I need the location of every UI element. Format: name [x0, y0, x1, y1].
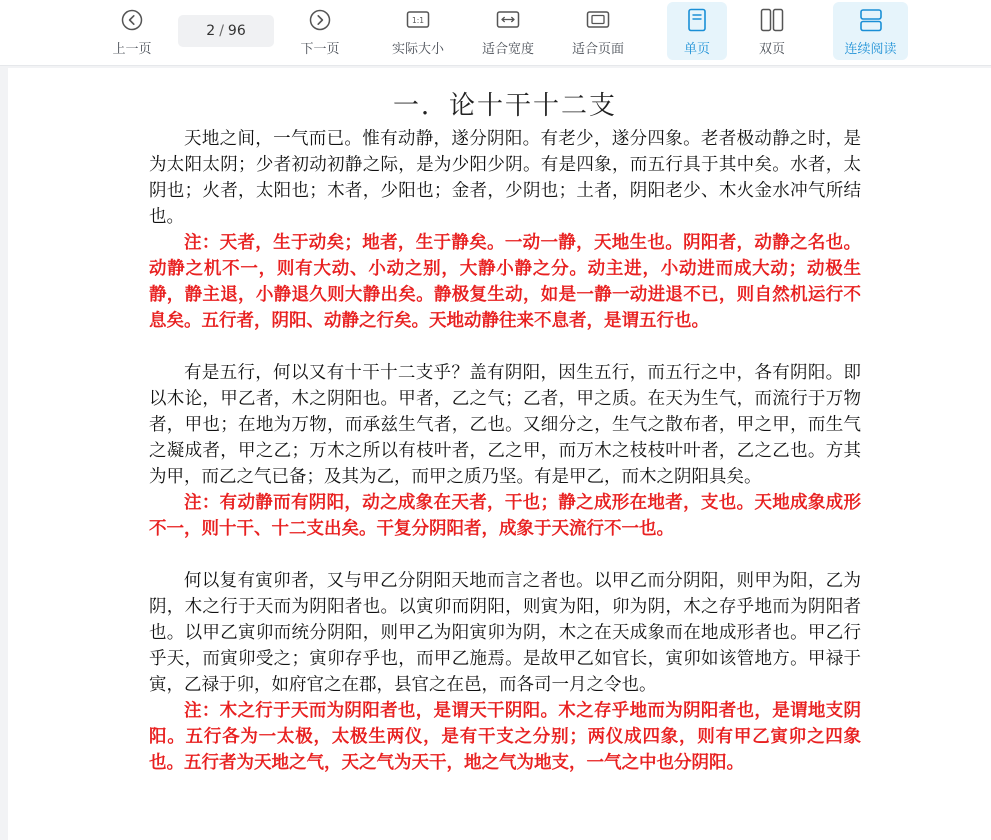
- actual-size-button[interactable]: [383, 2, 453, 60]
- body-paragraph: 何以复有寅卯者，又与甲乙分阴阳天地而言之者也。以甲乙而分阴阳，则甲为阳，乙为阴，木之行于天而为阴阳者也。以寅卯而阴阳，则寅为阳，卯为阴，木之存乎地而为阴阳者也。以甲乙寅卯而统分阴阳，则甲乙为阳寅卯为阴，木之在天成象而在地成形者也。甲乙行乎天，而寅卯受之；寅卯存乎也，而甲乙施焉。是故甲乙如官长，寅卯如该管地方。甲禄于寅，乙禄于卯，如府官之在郡，县官之在邑，而各司一月之令也。: [149, 571, 861, 695]
- annotation-note: 注：天者，生于动矣；地者，生于静矣。一动一静，天地生也。阴阳者，动静之名也。动静之机不一，则有大动、小动之别，大静小静之分。动主进，小动进而成大动；动极生静，静主退，小静退久则大静出矣。静极复生动，如是一静一动进退不已，则自然机运行不息矣。五行者，阴阳、动静之行矣。天地动静往来不息者，是谓五行也。: [149, 233, 861, 331]
- continuous-reading-button[interactable]: [833, 2, 908, 60]
- annotation-note: 注：有动静而有阴阳，动之成象在天者，干也；静之成形在地者，支也。天地成象成形不一，则十干、十二支出矣。干复分阴阳者，成象于天流行不一也。: [149, 493, 861, 539]
- single-page-button[interactable]: [667, 2, 727, 60]
- fit-width-label: 适合宽度: [481, 42, 534, 57]
- prev-page-label: 上一页: [112, 42, 152, 57]
- current-page[interactable]: 2: [206, 23, 216, 39]
- total-pages: 96: [227, 23, 246, 39]
- page-title: 一．论十干十二支: [392, 91, 617, 121]
- chevron-right-circle-icon: [308, 8, 332, 32]
- page-number-input[interactable]: [178, 15, 274, 47]
- document-page: [8, 68, 991, 840]
- double-page-button[interactable]: [742, 2, 802, 60]
- document-content: [149, 86, 861, 776]
- actual-size-icon: [406, 8, 430, 32]
- annotation-note: 注：木之行于天而为阴阳者也，是谓天干阴阳。木之存乎地而为阴阳者也，是谓地支阴阳。五行各为一太极，太极生两仪，是有干支之分别；两仪成四象，则有甲乙寅卯之四象也。五行者为天地之气，天之气为天干，地之气为地支，一气之中也分阴阳。: [149, 701, 861, 773]
- fit-page-button[interactable]: [563, 2, 633, 60]
- body-paragraph: 有是五行，何以又有十干十二支乎？盖有阴阳，因生五行，而五行之中，各有阴阳。即以木论，甲乙者，木之阴阳也。甲者，乙之气；乙者，甲之质。在天为生气，而流行于万物者，甲也；在地为万物，而承兹生气者，乙也。又细分之，生气之散布者，甲之甲，而生气之凝成者，甲之乙；万木之所以有枝叶者，乙之甲，而万木之枝枝叶叶者，乙之乙也。方其为甲，而乙之气已备；及其为乙，而甲之质乃坚。有是甲乙，而木之阴阳具矣。: [149, 363, 861, 487]
- prev-page-button[interactable]: [104, 2, 160, 60]
- double-page-icon: [760, 8, 784, 32]
- continuous-reading-icon: [859, 8, 883, 32]
- paragraph-gap: [149, 334, 861, 360]
- chevron-left-circle-icon: [120, 8, 144, 32]
- reader-toolbar: [0, 0, 991, 66]
- continuous-reading-label: 连续阅读: [844, 42, 897, 57]
- svg-text:1:1: 1:1: [411, 16, 425, 25]
- fit-page-icon: [586, 8, 610, 32]
- fit-width-icon: [496, 8, 520, 32]
- paragraph-gap: [149, 542, 861, 568]
- double-page-label: 双页: [758, 42, 785, 57]
- fit-width-button[interactable]: [473, 2, 543, 60]
- single-page-label: 单页: [683, 42, 710, 57]
- next-page-label: 下一页: [300, 42, 340, 57]
- single-page-icon: [685, 8, 709, 32]
- body-paragraph: 天地之间，一气而已。惟有动静，遂分阴阳。有老少，遂分四象。老者极动静之时，是为太阳太阴；少者初动初静之际，是为少阳少阴。有是四象，而五行具于其中矣。水者，太阴也；火者，太阳也；木者，少阳也；金者，少阴也；土者，阴阳老少、木火金水冲气所结也。: [149, 129, 861, 227]
- next-page-button[interactable]: [292, 2, 348, 60]
- page-separator: /: [219, 23, 224, 39]
- fit-page-label: 适合页面: [571, 42, 624, 57]
- actual-size-label: 实际大小: [391, 42, 444, 57]
